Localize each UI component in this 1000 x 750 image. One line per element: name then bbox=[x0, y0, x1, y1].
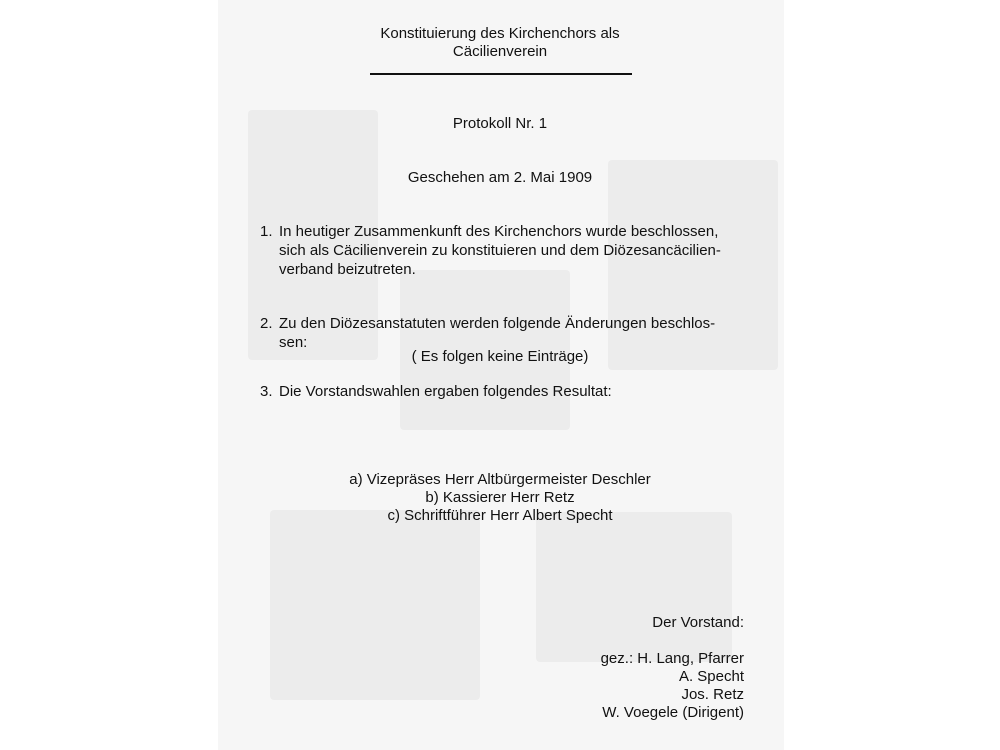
list-item-line: Die Vorstandswahlen ergaben folgendes Resultat: bbox=[279, 383, 612, 400]
board-label: Der Vorstand: bbox=[652, 614, 744, 631]
no-entries-note: ( Es folgen keine Einträge) bbox=[411, 348, 589, 365]
list-item-number: 3. bbox=[260, 383, 273, 400]
document-title-line-2: Cäcilienverein bbox=[452, 43, 548, 60]
list-item-line: verband beizutreten. bbox=[279, 261, 416, 278]
background-photo bbox=[536, 512, 732, 662]
signature-line: W. Voegele (Dirigent) bbox=[602, 704, 744, 721]
document-title-line-1: Konstituierung des Kirchenchors als bbox=[380, 25, 620, 42]
signature-line: Jos. Retz bbox=[681, 686, 744, 703]
background-photo bbox=[270, 510, 480, 700]
signature-line: gez.: H. Lang, Pfarrer bbox=[600, 650, 744, 667]
list-item-line: Zu den Diözesanstatuten werden folgende Änderungen beschlos- bbox=[279, 315, 716, 332]
signature-line: A. Specht bbox=[678, 668, 744, 685]
result-secretary: c) Schriftführer Herr Albert Specht bbox=[387, 507, 613, 524]
protocol-date: Geschehen am 2. Mai 1909 bbox=[407, 169, 593, 186]
list-item-line: In heutiger Zusammenkunft des Kirchenchors wurde beschlossen, bbox=[279, 223, 719, 240]
result-treasurer: b) Kassierer Herr Retz bbox=[425, 489, 575, 506]
protocol-number: Protokoll Nr. 1 bbox=[452, 115, 548, 132]
list-item-line: sich als Cäcilienverein zu konstituieren und dem Diözesancäcilien- bbox=[279, 242, 721, 259]
list-item-number: 2. bbox=[260, 315, 273, 332]
list-item-number: 1. bbox=[260, 223, 273, 240]
title-underline bbox=[370, 73, 632, 75]
document-page bbox=[218, 0, 784, 750]
list-item-line: sen: bbox=[279, 334, 308, 351]
result-vice-president: a) Vizepräses Herr Altbürgermeister Deschler bbox=[349, 471, 651, 488]
